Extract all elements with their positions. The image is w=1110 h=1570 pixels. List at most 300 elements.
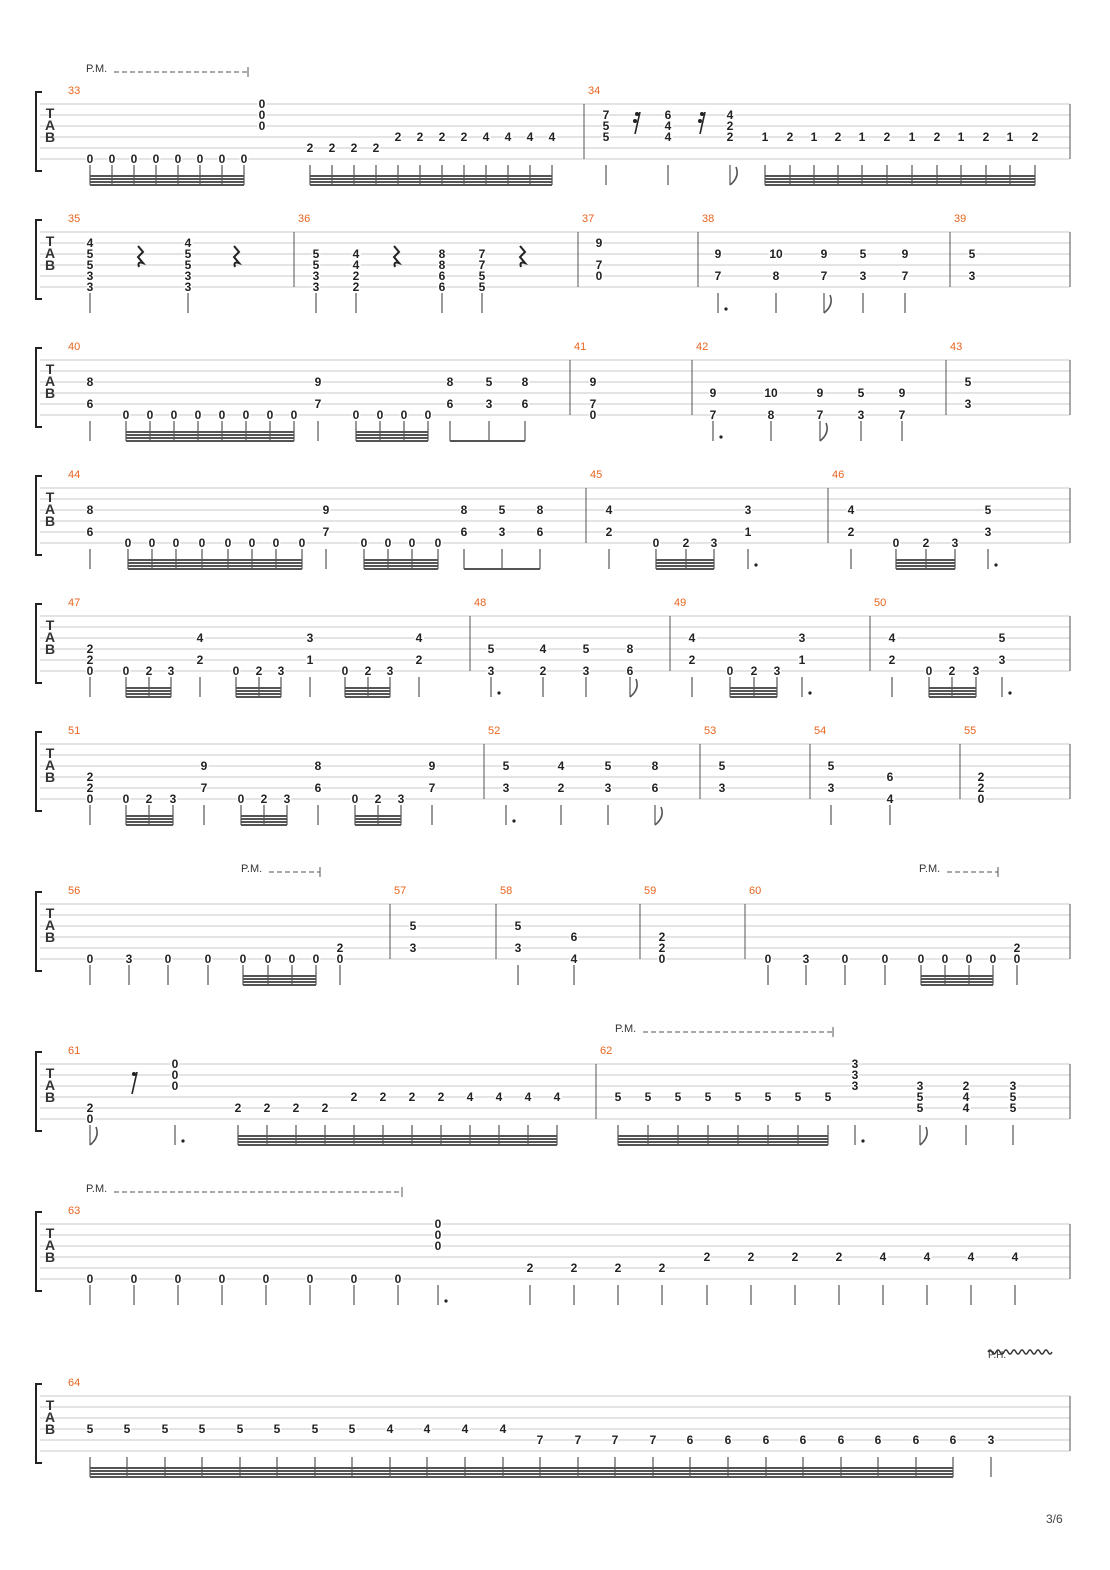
beat [727, 664, 734, 697]
beat [185, 236, 192, 313]
fret-number: 0 [892, 536, 900, 550]
fret-number: 8 [438, 247, 446, 261]
fret-number: 6 [438, 269, 446, 283]
staff-system [36, 63, 1070, 185]
fret-number: 0 [925, 664, 933, 678]
tab-clef-letter: A [44, 245, 56, 261]
measure-number: 34 [588, 85, 601, 97]
measure [596, 1045, 1017, 1145]
fret-number: 5 [312, 258, 320, 272]
beat [985, 503, 998, 569]
fret-number: 9 [816, 386, 824, 400]
beat [522, 375, 529, 441]
measure-number: 60 [749, 885, 762, 897]
rest-head [698, 119, 702, 123]
beat [195, 408, 202, 441]
fret-number: 0 [764, 952, 772, 966]
fret-number: 1 [908, 130, 916, 144]
fret-number: 6 [651, 781, 659, 795]
fret-number: 6 [438, 280, 446, 294]
fret-number: 1 [306, 653, 314, 667]
fret-number: 0 [232, 664, 240, 678]
fret-number: 0 [376, 408, 384, 422]
tab-clef-letter: T [45, 745, 55, 761]
fret-number: 2 [196, 653, 204, 667]
beat [461, 503, 468, 569]
fret-number: 6 [626, 664, 634, 678]
fret-number: 2 [438, 130, 446, 144]
fret-number: 5 [859, 247, 867, 261]
beat [978, 770, 985, 806]
fret-number: 6 [912, 1433, 920, 1447]
fret-number: 2 [260, 792, 268, 806]
beat [748, 1250, 755, 1305]
fret-number: 5 [123, 1422, 131, 1436]
fret-number: 0 [196, 152, 204, 166]
fret-number: 5 [184, 247, 192, 261]
fret-number: 0 [152, 152, 160, 166]
fret-number: 5 [764, 1090, 772, 1104]
fret-number: 2 [234, 1101, 242, 1115]
pinch-harmonic-marker [988, 1350, 1052, 1361]
beat [1010, 1079, 1017, 1145]
fret-number: 5 [916, 1090, 924, 1104]
fret-number: 0 [239, 952, 247, 966]
duration-dot [994, 563, 997, 566]
fret-number: 4 [539, 642, 547, 656]
fret-number: 0 [965, 952, 973, 966]
measure-number: 39 [954, 213, 967, 225]
fret-number: 0 [198, 536, 206, 550]
fret-number: 5 [1009, 1090, 1017, 1104]
fret-number: 4 [466, 1090, 474, 1104]
fret-number: 3 [283, 792, 291, 806]
beat [172, 1057, 185, 1145]
fret-number: 2 [726, 130, 734, 144]
fret-number: 3 [744, 503, 752, 517]
fret-number: 2 [1013, 941, 1021, 955]
palm-mute-marker [615, 1023, 833, 1037]
beat [942, 952, 949, 985]
fret-number: 2 [948, 664, 956, 678]
beat [764, 386, 778, 441]
fret-number: 0 [146, 408, 154, 422]
beat [267, 408, 274, 441]
fret-number: 2 [933, 130, 941, 144]
beat [395, 1272, 402, 1305]
fret-number: 3 [86, 269, 94, 283]
fret-number: 0 [258, 108, 266, 122]
measure [496, 885, 578, 985]
fret-number: 5 [86, 258, 94, 272]
tab-clef-letter: T [45, 361, 55, 377]
fret-number: 2 [726, 119, 734, 133]
beat [486, 375, 493, 441]
beat [171, 408, 178, 441]
beat [126, 952, 133, 985]
fret-number: 6 [314, 781, 322, 795]
fret-number: 0 [352, 408, 360, 422]
rest-head [700, 112, 704, 116]
fret-number: 5 [734, 1090, 742, 1104]
fret-number: 2 [306, 141, 314, 155]
fret-number: 6 [949, 1433, 957, 1447]
tab-clef-letter: B [44, 1249, 56, 1265]
fret-number: 2 [350, 1090, 358, 1104]
fret-number: 0 [148, 536, 156, 550]
beat [249, 536, 256, 569]
beat [125, 536, 132, 569]
fret-number: 0 [122, 792, 130, 806]
tab-clef-letter: A [44, 629, 56, 645]
beat [131, 152, 138, 185]
fret-number: 5 [478, 280, 486, 294]
beat [799, 631, 812, 697]
beat [1012, 1250, 1019, 1305]
measure-number: 46 [832, 469, 845, 481]
beat [999, 631, 1012, 697]
fret-number: 3 [386, 664, 394, 678]
fret-number: 5 [614, 1090, 622, 1104]
fret-number: 5 [964, 375, 972, 389]
duration-dot [724, 307, 727, 310]
beat [949, 664, 956, 697]
tab-clef-letter: T [45, 105, 55, 121]
beat [131, 1272, 138, 1305]
beat [361, 536, 368, 569]
beat [87, 375, 94, 441]
fret-number: 0 [171, 1068, 179, 1082]
measure [810, 725, 894, 825]
fret-number: 3 [859, 269, 867, 283]
tab-clef-letter: B [44, 129, 56, 145]
fret-number: 0 [977, 792, 985, 806]
fret-number: 0 [86, 1112, 94, 1126]
beat [435, 1217, 448, 1305]
measure-number: 51 [68, 725, 81, 737]
fret-number: 0 [290, 408, 298, 422]
beat [323, 503, 330, 569]
beat [887, 770, 894, 825]
fret-number: 4 [886, 792, 894, 806]
fret-number: 2 [374, 792, 382, 806]
fret-number: 5 [502, 759, 510, 773]
fret-number: 6 [799, 1433, 807, 1447]
fret-number: 0 [360, 536, 368, 550]
tab-clef-letter: B [44, 385, 56, 401]
fret-number: 4 [962, 1090, 970, 1104]
fret-number: 6 [686, 1433, 694, 1447]
fret-number: 0 [86, 792, 94, 806]
beat [265, 952, 272, 985]
rest-head [633, 119, 637, 123]
beat [704, 1250, 711, 1305]
fret-number: 0 [122, 408, 130, 422]
beat [273, 536, 280, 569]
tab-clef-letter: A [44, 917, 56, 933]
fret-number: 2 [145, 792, 153, 806]
beat [197, 631, 204, 697]
fret-number: 2 [539, 664, 547, 678]
fret-number: 0 [124, 536, 132, 550]
beat [123, 792, 130, 825]
fret-number: 8 [86, 503, 94, 517]
fret-number: 3 [968, 269, 976, 283]
fret-number: 7 [901, 269, 909, 283]
fret-number: 3 [916, 1079, 924, 1093]
fret-number: 3 [987, 1433, 995, 1447]
fret-number: 2 [688, 653, 696, 667]
fret-number: 5 [984, 503, 992, 517]
fret-number: 0 [306, 1272, 314, 1286]
fret-number: 8 [314, 759, 322, 773]
beat [926, 664, 933, 697]
fret-number: 3 [86, 280, 94, 294]
fret-number: 0 [170, 408, 178, 422]
beat [821, 247, 831, 313]
fret-number: 5 [348, 1422, 356, 1436]
fret-number: 7 [714, 269, 722, 283]
fret-number: 3 [604, 781, 612, 795]
fret-number: 5 [718, 759, 726, 773]
beat [659, 1261, 666, 1305]
measure-number: 36 [298, 213, 311, 225]
beat [147, 408, 154, 441]
beat [1014, 941, 1021, 985]
fret-number: 6 [724, 1433, 732, 1447]
fret-number: 3 [1009, 1079, 1017, 1093]
measure [586, 469, 758, 569]
beat [123, 664, 130, 697]
fret-number: 3 [802, 952, 810, 966]
beat [87, 1272, 94, 1305]
fret-number: 3 [964, 397, 972, 411]
fret-number: 1 [858, 130, 866, 144]
beat [710, 386, 723, 441]
fret-number: 10 [764, 386, 778, 400]
measure [68, 725, 436, 825]
beat [615, 1261, 622, 1305]
beat [520, 246, 525, 267]
fret-number: 5 [644, 1090, 652, 1104]
fret-number: 3 [167, 664, 175, 678]
measure-number: 54 [814, 725, 827, 737]
fret-number: 7 [595, 258, 603, 272]
measure-number: 41 [574, 341, 587, 353]
tab-clef-letter: A [44, 373, 56, 389]
fret-number: 6 [86, 397, 94, 411]
fret-number: 7 [898, 408, 906, 422]
fret-number: 9 [595, 236, 603, 250]
beat [149, 536, 156, 569]
palm-mute-marker [919, 863, 998, 877]
beat [605, 759, 612, 825]
beat [409, 536, 416, 569]
beat [233, 664, 240, 697]
fret-number: 0 [248, 536, 256, 550]
fret-number: 3 [951, 536, 959, 550]
beat [499, 503, 506, 569]
quarter-rest [138, 246, 143, 267]
rest-head [635, 112, 639, 116]
fret-number: 0 [726, 664, 734, 678]
beat [234, 246, 239, 267]
fret-number: 0 [658, 952, 666, 966]
fret-number: 5 [236, 1422, 244, 1436]
fret-number: 8 [446, 375, 454, 389]
fret-number: 4 [726, 108, 734, 122]
measure [68, 341, 529, 441]
beat [353, 408, 360, 441]
beat [289, 952, 296, 985]
fret-number: 6 [886, 770, 894, 784]
measure-number: 61 [68, 1045, 81, 1057]
fret-number: 0 [218, 152, 226, 166]
beat [590, 375, 597, 422]
fret-number: 4 [879, 1250, 887, 1264]
pm-label: P.M. [919, 863, 941, 875]
measure-number: 40 [68, 341, 81, 353]
beat [990, 952, 997, 985]
fret-number: 0 [130, 152, 138, 166]
staff-system [36, 213, 1070, 313]
fret-number: 5 [86, 1422, 94, 1436]
beat [917, 1079, 927, 1145]
beat [769, 247, 783, 313]
fret-number: 2 [416, 130, 424, 144]
fret-number: 0 [262, 1272, 270, 1286]
beat [515, 919, 522, 985]
fret-number: 3 [487, 664, 495, 678]
fret-number: 3 [773, 664, 781, 678]
fret-number: 2 [888, 653, 896, 667]
fret-number: 4 [570, 952, 578, 966]
fret-number: 6 [874, 1433, 882, 1447]
page-number: 3/6 [1046, 1512, 1063, 1526]
measure-number: 55 [964, 725, 977, 737]
fret-number: 7 [602, 108, 610, 122]
staff-system [36, 341, 1070, 441]
duration-dot [861, 1139, 864, 1142]
staff-system [36, 1183, 1070, 1305]
fret-number: 5 [198, 1422, 206, 1436]
beat [902, 247, 909, 313]
tab-clef-letter: A [44, 1077, 56, 1093]
tab-clef-letter: B [44, 769, 56, 785]
measure [584, 85, 1039, 185]
beat [774, 664, 781, 697]
beat [241, 152, 248, 185]
fret-number: 7 [200, 781, 208, 795]
note-flag [655, 807, 662, 825]
fret-number: 2 [379, 1090, 387, 1104]
fret-number: 8 [772, 269, 780, 283]
beat [219, 152, 226, 185]
beat [352, 792, 359, 825]
beat [168, 664, 175, 697]
beat [170, 792, 177, 825]
fret-number: 5 [704, 1090, 712, 1104]
fret-number: 5 [311, 1422, 319, 1436]
beat [963, 1079, 970, 1145]
measure [294, 213, 525, 313]
fret-number: 4 [888, 631, 896, 645]
tab-clef-letter: T [45, 233, 55, 249]
beat [659, 930, 666, 966]
fret-number: 0 [434, 1239, 442, 1253]
fret-number: 1 [744, 525, 752, 539]
fret-number: 1 [761, 130, 769, 144]
beat [803, 952, 810, 985]
beat [377, 408, 384, 441]
beat [109, 152, 116, 185]
beat [337, 941, 344, 985]
beat [342, 664, 349, 697]
beat [263, 1272, 270, 1305]
note-flag [90, 1127, 97, 1145]
beat [683, 536, 690, 569]
fret-number: 6 [521, 397, 529, 411]
fret-number: 4 [553, 1090, 561, 1104]
duration-dot [808, 691, 811, 694]
tab-clef-letter: T [45, 1397, 55, 1413]
fret-number: 2 [703, 1250, 711, 1264]
fret-number: 2 [557, 781, 565, 795]
tab-clef-letter: B [44, 1421, 56, 1437]
fret-number: 6 [664, 108, 672, 122]
fret-number: 2 [372, 141, 380, 155]
beat [225, 536, 232, 569]
beat [558, 759, 565, 825]
fret-number: 8 [536, 503, 544, 517]
fret-number: 0 [122, 664, 130, 678]
measure [828, 469, 998, 569]
beat [606, 503, 613, 569]
fret-number: 4 [352, 247, 360, 261]
fret-number: 0 [108, 152, 116, 166]
beat [278, 664, 285, 697]
beat [966, 952, 973, 985]
fret-number: 0 [171, 1057, 179, 1071]
beat [219, 408, 226, 441]
beat [175, 152, 182, 185]
tab-clef-letter: B [44, 929, 56, 945]
beat [571, 930, 578, 985]
fret-number: 0 [86, 952, 94, 966]
beat [968, 1250, 975, 1305]
measure-number: 45 [590, 469, 603, 481]
tab-clef-letter: A [44, 1237, 56, 1253]
beat [765, 952, 772, 985]
note-flag [820, 423, 827, 441]
fret-number: 4 [967, 1250, 975, 1264]
fret-number: 0 [881, 952, 889, 966]
beat [284, 792, 291, 825]
beat [889, 631, 896, 697]
tab-clef-letter: B [44, 257, 56, 273]
fret-number: 4 [499, 1422, 507, 1436]
fret-number: 7 [649, 1433, 657, 1447]
beat [416, 631, 423, 697]
fret-number: 9 [820, 247, 828, 261]
fret-number: 4 [557, 759, 565, 773]
fret-number: 7 [322, 525, 330, 539]
beat [923, 536, 930, 569]
fret-number: 0 [394, 1272, 402, 1286]
beat [527, 1261, 534, 1305]
fret-number: 0 [298, 536, 306, 550]
fret-number: 4 [605, 503, 613, 517]
